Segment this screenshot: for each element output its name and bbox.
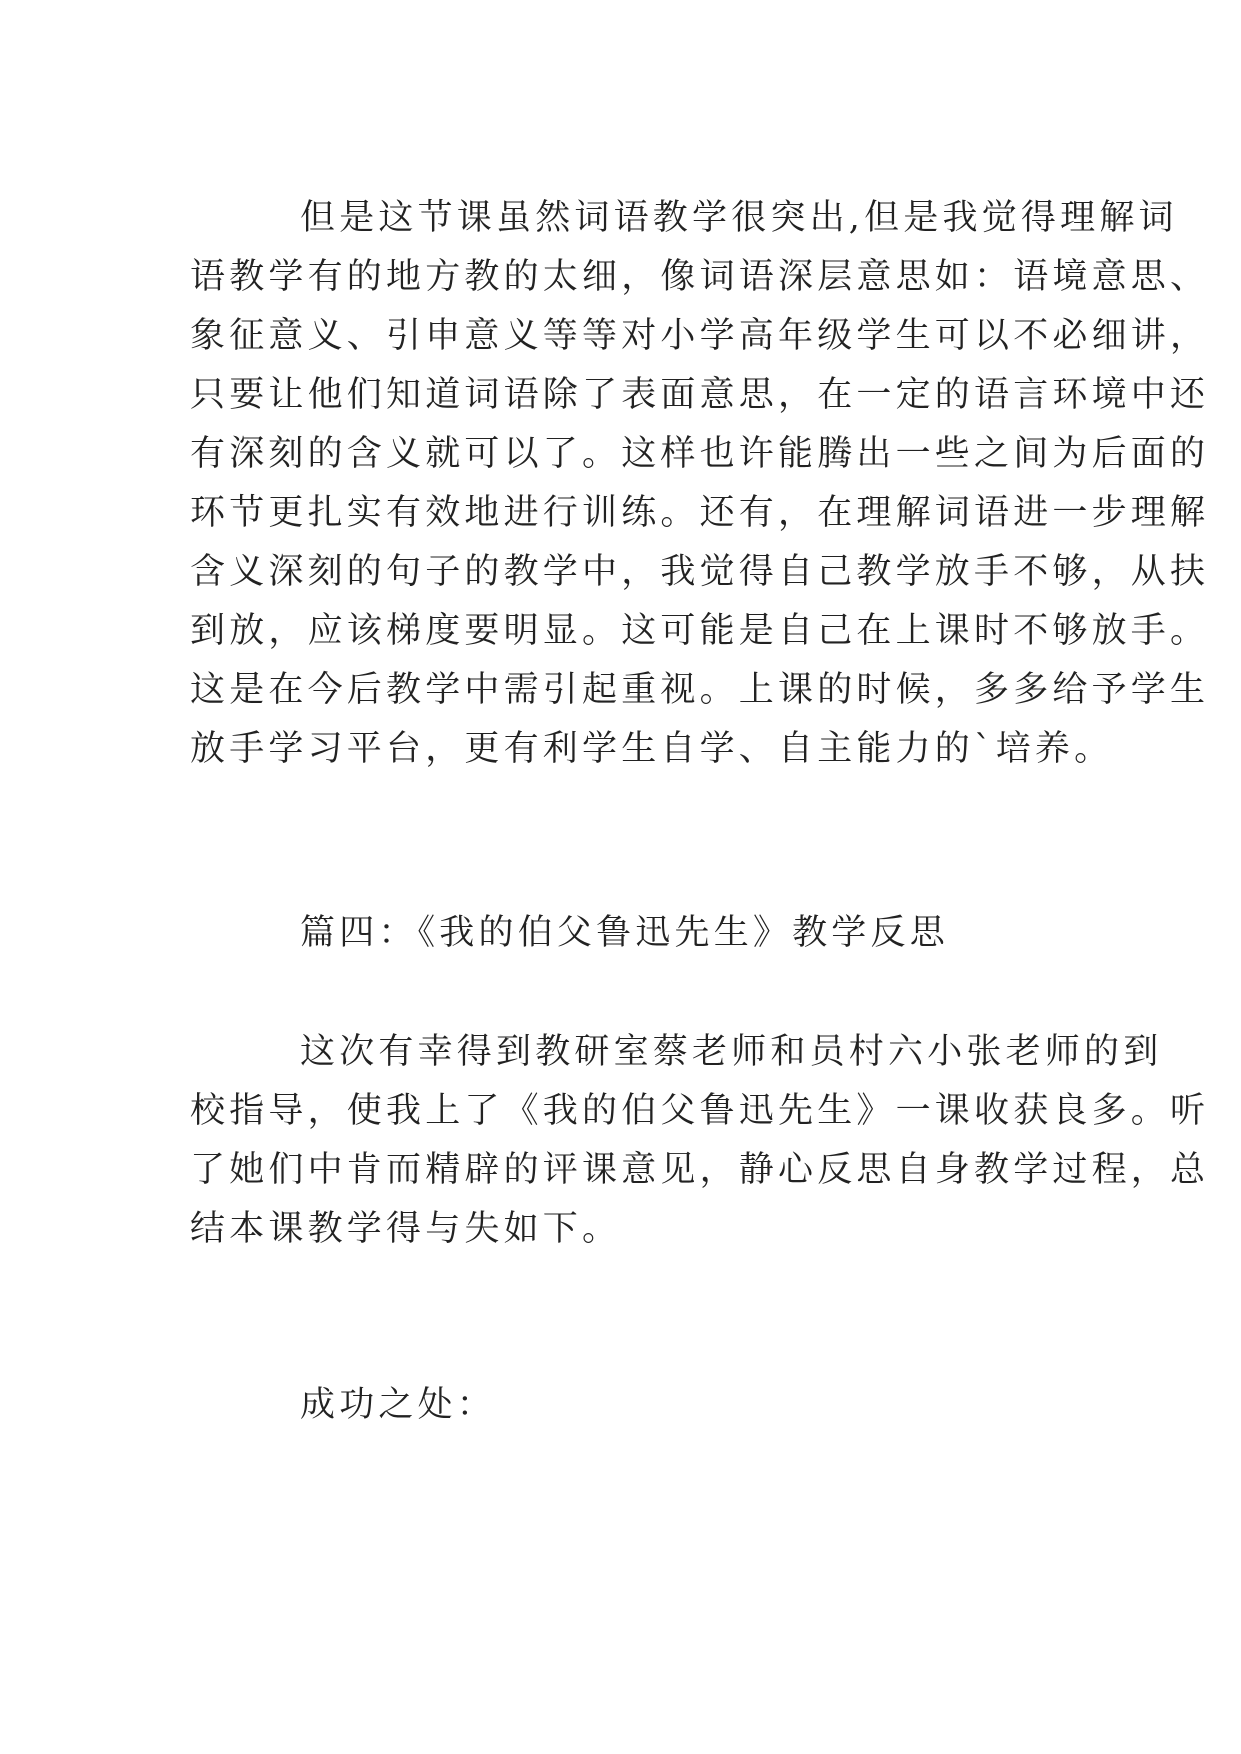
paragraph-line: 但是这节课虽然词语教学很突出,但是我觉得理解词 — [300, 198, 1178, 238]
paragraph-line: 环节更扎实有效地进行训练。还有，在理解词语进一步理解 — [190, 493, 1210, 533]
paragraph-line: 有深刻的含义就可以了。这样也许能腾出一些之间为后面的 — [190, 434, 1210, 474]
paragraph-line: 校指导，使我上了《我的伯父鲁迅先生》一课收获良多。听 — [190, 1091, 1210, 1131]
section-heading: 篇四：《我的伯父鲁迅先生》教学反思 — [300, 913, 949, 953]
subheading: 成功之处： — [300, 1385, 497, 1425]
paragraph-line: 到放，应该梯度要明显。这可能是自己在上课时不够放手。 — [190, 611, 1210, 651]
paragraph-line: 放手学习平台，更有利学生自学、自主能力的`培养。 — [190, 729, 1114, 769]
paragraph-line: 结本课教学得与失如下。 — [190, 1209, 622, 1249]
paragraph-line: 了她们中肯而精辟的评课意见，静心反思自身教学过程，总 — [190, 1150, 1210, 1190]
paragraph-line: 象征意义、引申意义等等对小学高年级学生可以不必细讲， — [190, 316, 1210, 356]
paragraph-line: 这次有幸得到教研室蔡老师和员村六小张老师的到 — [300, 1032, 1163, 1072]
paragraph-line: 这是在今后教学中需引起重视。上课的时候，多多给予学生 — [190, 670, 1210, 710]
paragraph-line: 只要让他们知道词语除了表面意思，在一定的语言环境中还 — [190, 375, 1210, 415]
paragraph-line: 语教学有的地方教的太细，像词语深层意思如：语境意思、 — [190, 257, 1210, 297]
paragraph-line: 含义深刻的句子的教学中，我觉得自己教学放手不够，从扶 — [190, 552, 1210, 592]
